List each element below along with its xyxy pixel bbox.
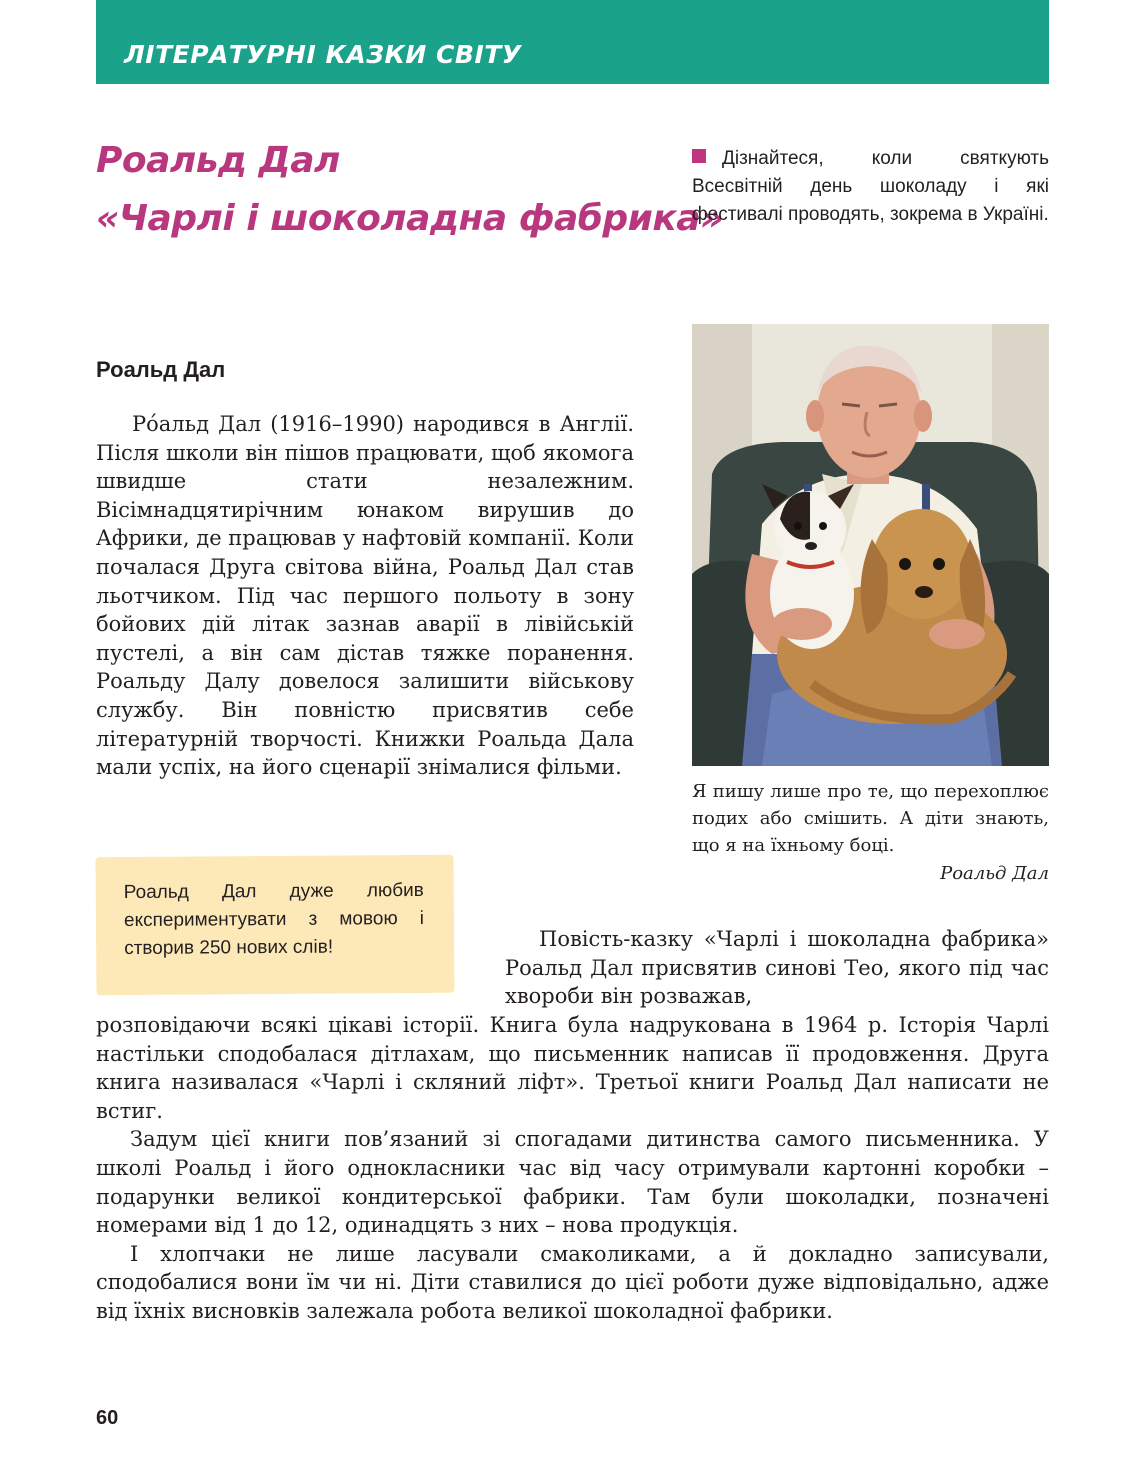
task-note <box>692 145 1049 229</box>
story-paragraph-start: Повість-казку «Чарлі і шоколадна фабрика» Роальд Дал присвятив синові Тео, якого під час хвороби він розважав, <box>505 927 1049 1009</box>
page-number: 60 <box>96 1407 119 1429</box>
section-label: ЛІТЕРАТУРНІ КАЗКИ СВІТУ <box>124 40 522 69</box>
story-paragraph-continued: розповідаючи всякі цікаві історії. Книга була надрукована в 1964 р. Історія Чарлі настільки сподобалася дітлахам, що письменник написав її продовження. Друга книга називалася «Чарлі і скляний ліфт». Третьої книги Роальд Дал написати не встиг. <box>96 1013 1049 1123</box>
task-note-text: Дізнайтеся, коли святкують Всесвітній день шоколаду і які фестивалі проводять, зокрема в Україні. <box>692 148 1049 225</box>
photo-illustration <box>692 324 1049 766</box>
quote-text: Я пишу лише про те, що перехоплює подих або смішить. А діти знають, що я на їхньому боці. <box>692 781 1049 856</box>
square-marker-icon <box>692 149 706 163</box>
portrait-with-dogs-photo <box>692 324 1049 766</box>
title-author: Роальд Дал <box>96 140 340 181</box>
story-text <box>96 1011 1049 1326</box>
fact-box <box>96 855 455 995</box>
fact-text: Роальд Дал дуже любив експериментувати з мовою і створив 250 нових слів! <box>123 879 425 960</box>
section-header-band <box>96 0 1049 84</box>
page-title <box>96 132 723 248</box>
story-paragraph-3: І хлопчаки не лише ласували смаколиками, а й докладно записували, сподобалися вони їм чи ні. Діти ставилися до цієї роботи дуже відповідально, адже від їхніх висновків залежала робота великої шоколадної фабрики. <box>96 1241 1049 1323</box>
title-work: «Чарлі і шоколадна фабрика» <box>96 198 723 239</box>
story-paragraph-2: Задум цієї книги пов’язаний зі спогадами дитинства самого письменника. У школі Роальд і його однокласники час від часу отримували картонні коробки – подарунки великої кондитерської фабрики. Там були шоколадки, позначені номерами від 1 до 12, одинадцять з них – нова продукція. <box>96 1127 1049 1238</box>
quote-author: Роальд Дал <box>940 863 1049 884</box>
bio-heading: Роальд Дал <box>96 357 226 382</box>
bio-paragraph: Ро́альд Дал (1916–1990) народився в Англії. Після школи він пішов працювати, щоб якомога швидше стати незалежним. Вісімнадцятирічним юнаком вирушив до Африки, де працював у нафтовій компанії. Коли почалася Друга світова війна, Роальд Дал став льотчиком. Під час першого польоту в зону бойових дій літак зазнав аварії в лівійській пустелі, а він сам дістав тяжке поранення. Роальду Далу довелося залишити військову службу. Він повністю присвятив себе літературній творчості. Книжки Роальда Дала мали успіх, на його сценарії знімалися фільми. <box>96 412 635 780</box>
